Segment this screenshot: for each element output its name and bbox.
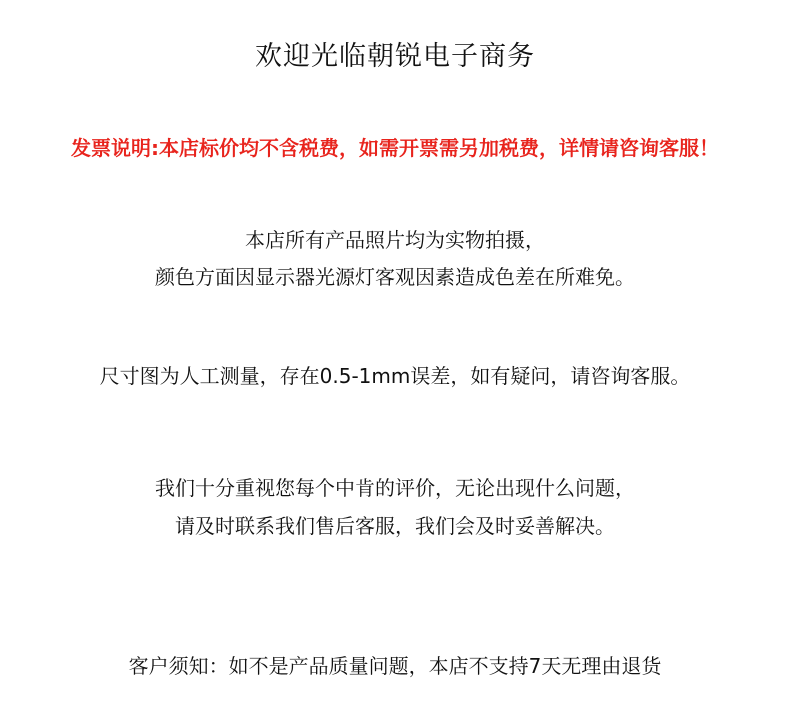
care-notice-line-1: 我们十分重视您每个中肯的评价，无论出现什么问题， — [155, 476, 635, 500]
care-notice-line-2: 请及时联系我们售后客服，我们会及时妥善解决。 — [175, 514, 615, 538]
photo-notice-line-1: 本店所有产品照片均为实物拍摄， — [245, 228, 545, 252]
size-notice: 尺寸图为人工测量，存在0.5-1mm误差，如有疑问，请咨询客服。 — [99, 364, 691, 388]
photo-notice-line-2: 颜色方面因显示器光源灯客观因素造成色差在所难免。 — [155, 265, 635, 289]
invoice-notice: 发票说明:本店标价均不含税费，如需开票需另加税费，详情请咨询客服！ — [71, 136, 719, 160]
customer-notice: 客户须知：如不是产品质量问题，本店不支持7天无理由退货 — [128, 654, 662, 678]
page-title: 欢迎光临朝锐电子商务 — [255, 41, 535, 72]
